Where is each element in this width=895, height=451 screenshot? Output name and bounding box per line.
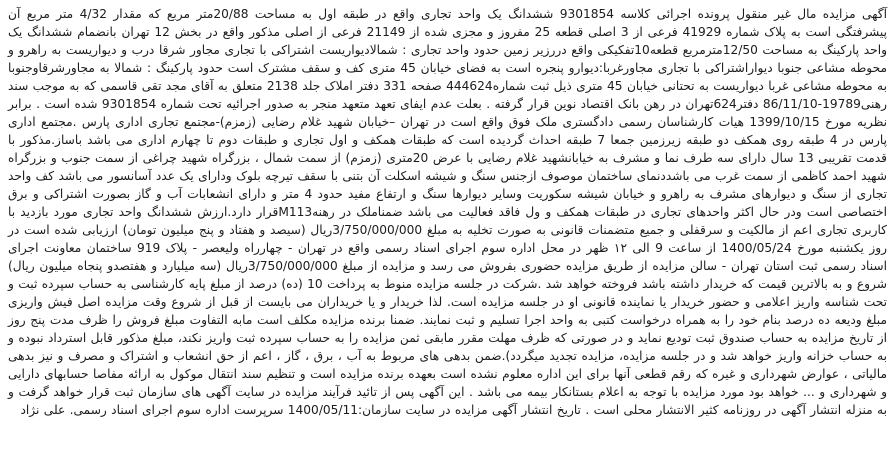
auction-notice-text: آگهی مزایده مال غیر منقول پرونده اجرائی کلاسه 9301854 ششدانگ یک واحد تجاری واقع در طبقه اول به مساحت 20/88متر مربع که مقدار 4/32 متر مربع آن پیشرفتگی است به پلاک شماره 41929 فرعی از 3 اصلی قطعه 25 مفروز و مجزی شده از 21149 فرعی از اصلی مذکور واقع در بخش 12 تهران بانضمام ششدانگ یک واحد پارکینگ به مساحت 12/50مترمربع قطعه10تفکیکی واقع دررزیر زمین حدود واحد تجاری : شمالادیواریست اشتراکی با تجاری مجاور شرقا درب و دیواریست به راهرو و محوطه مشاعی جنوبا دیواراشتراکی با تجاری مجاورغربا:دیوارو پنجره است به فضای خیابان 45 متری کف و سقف مشترک است حدود پارکینگ : شمالا به مجاورشرقاوجنوبا به محوطه مشاعی غربا دیواریست به تحتانی خیابان 45 متری ذیل ثبت شماره444624 صفحه 331 دفتر املاک جلد 2138 متعلق به آقای مجد تقی قاسمی که به موجب سند رهنی19789-86/11/10 دفتر624تهران در رهن بانک اقتصاد نوین قرار گرفته . بعلت عدم ایفای تعهد متعهد منجر به صدور اجرائیه تحت شماره 9301854 شده است . برابر نظریه مورخ 1399/10/15 هیات کارشناسان رسمی دادگستری ملک فوق واقع است در تهران –خیابان شهید غلام رضایی (زمزم)-مجتمع تجاری اداری پارس .مجتمع اداری پارس در 4 طبقه روی همکف دو طبقه زیرزمین جمعا 7 طبقه احداث گردیده است که طبقات همکف و اول تجاری و طبقات دوم تا چهارم اداری می باشد باساز.مذکور با قدمت تقریبی 13 سال دارای سه طرف نما و مشرف به خیابانشهید غلام رضایی با عرض 20متری (زمزم) از سمت شمال ، بزرگراه شهید چراغی از سمت جنوب و بزرگراه شهید احمد کاظمی از سمت غرب می باشددنمای ساختمان موصوف ازجنس سنگ و شیشه اسکلت آن بتنی با سقف تیرچه بلوک ودارای یک عدد آسانسور می باشد کف واحد تجاری از سنگ و دیوارهای مشرف به راهرو و خیابان شیشه سکوریت وسایر دیوارها سنگ و ارتفاع مفید حدود 4 متر و دارای انشعابات آب و گاز بصورت اشتراکی و برق اختصاصی است ودر حال اکثر واحدهای تجاری در طبقات همکف و ول فاقد فعالیت می باشد ضمناملک در رهنهM113قرار دارد.ارزش ششدانگ واحد تجاری مورد بازدید با کاربری تجاری اعم از مالکیت و سرقفلی و جمیع متضمنات قانونی به صورت تخلیه به مبلغ 3/750/000/000ریال (سیصد و هفتاد و پنج میلیون تومان) ارزیابی شده است در روز یکشنبه مورخ 1400/05/24 از ساعت 9 الی ۱۲ ظهر در محل اداره سوم اجرای اسناد رسمی واقع در تهران - چهارراه ولیعصر - پلاک 919 ساختمان معاونت اجرای اسناد رسمی ثبت استان تهران - سالن مزایده از طریق مزایده حضوری بفروش می رسد و مزایده از مبلغ 3/750/000/000ریال (سه میلیارد و هفتصدو پنجاه میلیون ریال) شروع و به بالاترین قیمت که خریدار داشته باشد فروخته خواهد شد .شرکت در جلسه مزایده منوط به پرداخت 10 (ده) درصد از مبلغ پایه کارشناسی به حساب سپرده ثبت و تحت شناسه واریز اعلامی و حضور خریدار یا نماینده قانونی او در جلسه مزایده است. لذا خریدار و یا خریداران می بایست از قبل از شروع وقت مزایده اصل فیش واریزی مبلغ ودیعه ده درصد بنام خود را به همراه درخواست کتبی به واحد اجرا تسلیم و ثبت نمایند. ضمنا برنده مزایده مکلف است مابه التفاوت مبلغ فروش را ظرف مدت پنج روز از تاریخ مزایده به حساب صندوق ثبت تودیع نماید و در صورتی که ظرف مهلت مقرر مابقی ثمن مزایده را به حساب سپرده ثبت واریز نکند، مبلغ مذکور قابل استرداد نبوده و به حساب خزانه واریز خواهد شد و در جلسه مزایده، مزایده تجدید میگردد).ضمن بدهی های مربوط به آب ، برق ، گاز ، اعم از حق انشعاب و اشتراک و مصرف و نیز بدهی مالیاتی ، عوارض شهرداری و غیره که رقم قطعی آنها برای این اداره معلوم نشده است بعهده برنده مزایده است و تنظیم سند انتقال موکول به ارائه مفاصا حسابهای دارایی و شهرداری و ... خواهد بود مورد مزایده با توجه به اعلام بستانکار بیمه می باشد . این آگهی پس از تائید فرآیند مزایده در سایت آگهی های سازمان ثبت قرار خواهد گرفت و به منزله انتشار آگهی در روزنامه کثیر الانتشار محلی است . تاریخ انتشار آگهی مزایده در سایت سازمان:1400/05/11 سرپرست اداره سوم اجرای اسناد رسمی. علی نژاد [8,7,888,417]
